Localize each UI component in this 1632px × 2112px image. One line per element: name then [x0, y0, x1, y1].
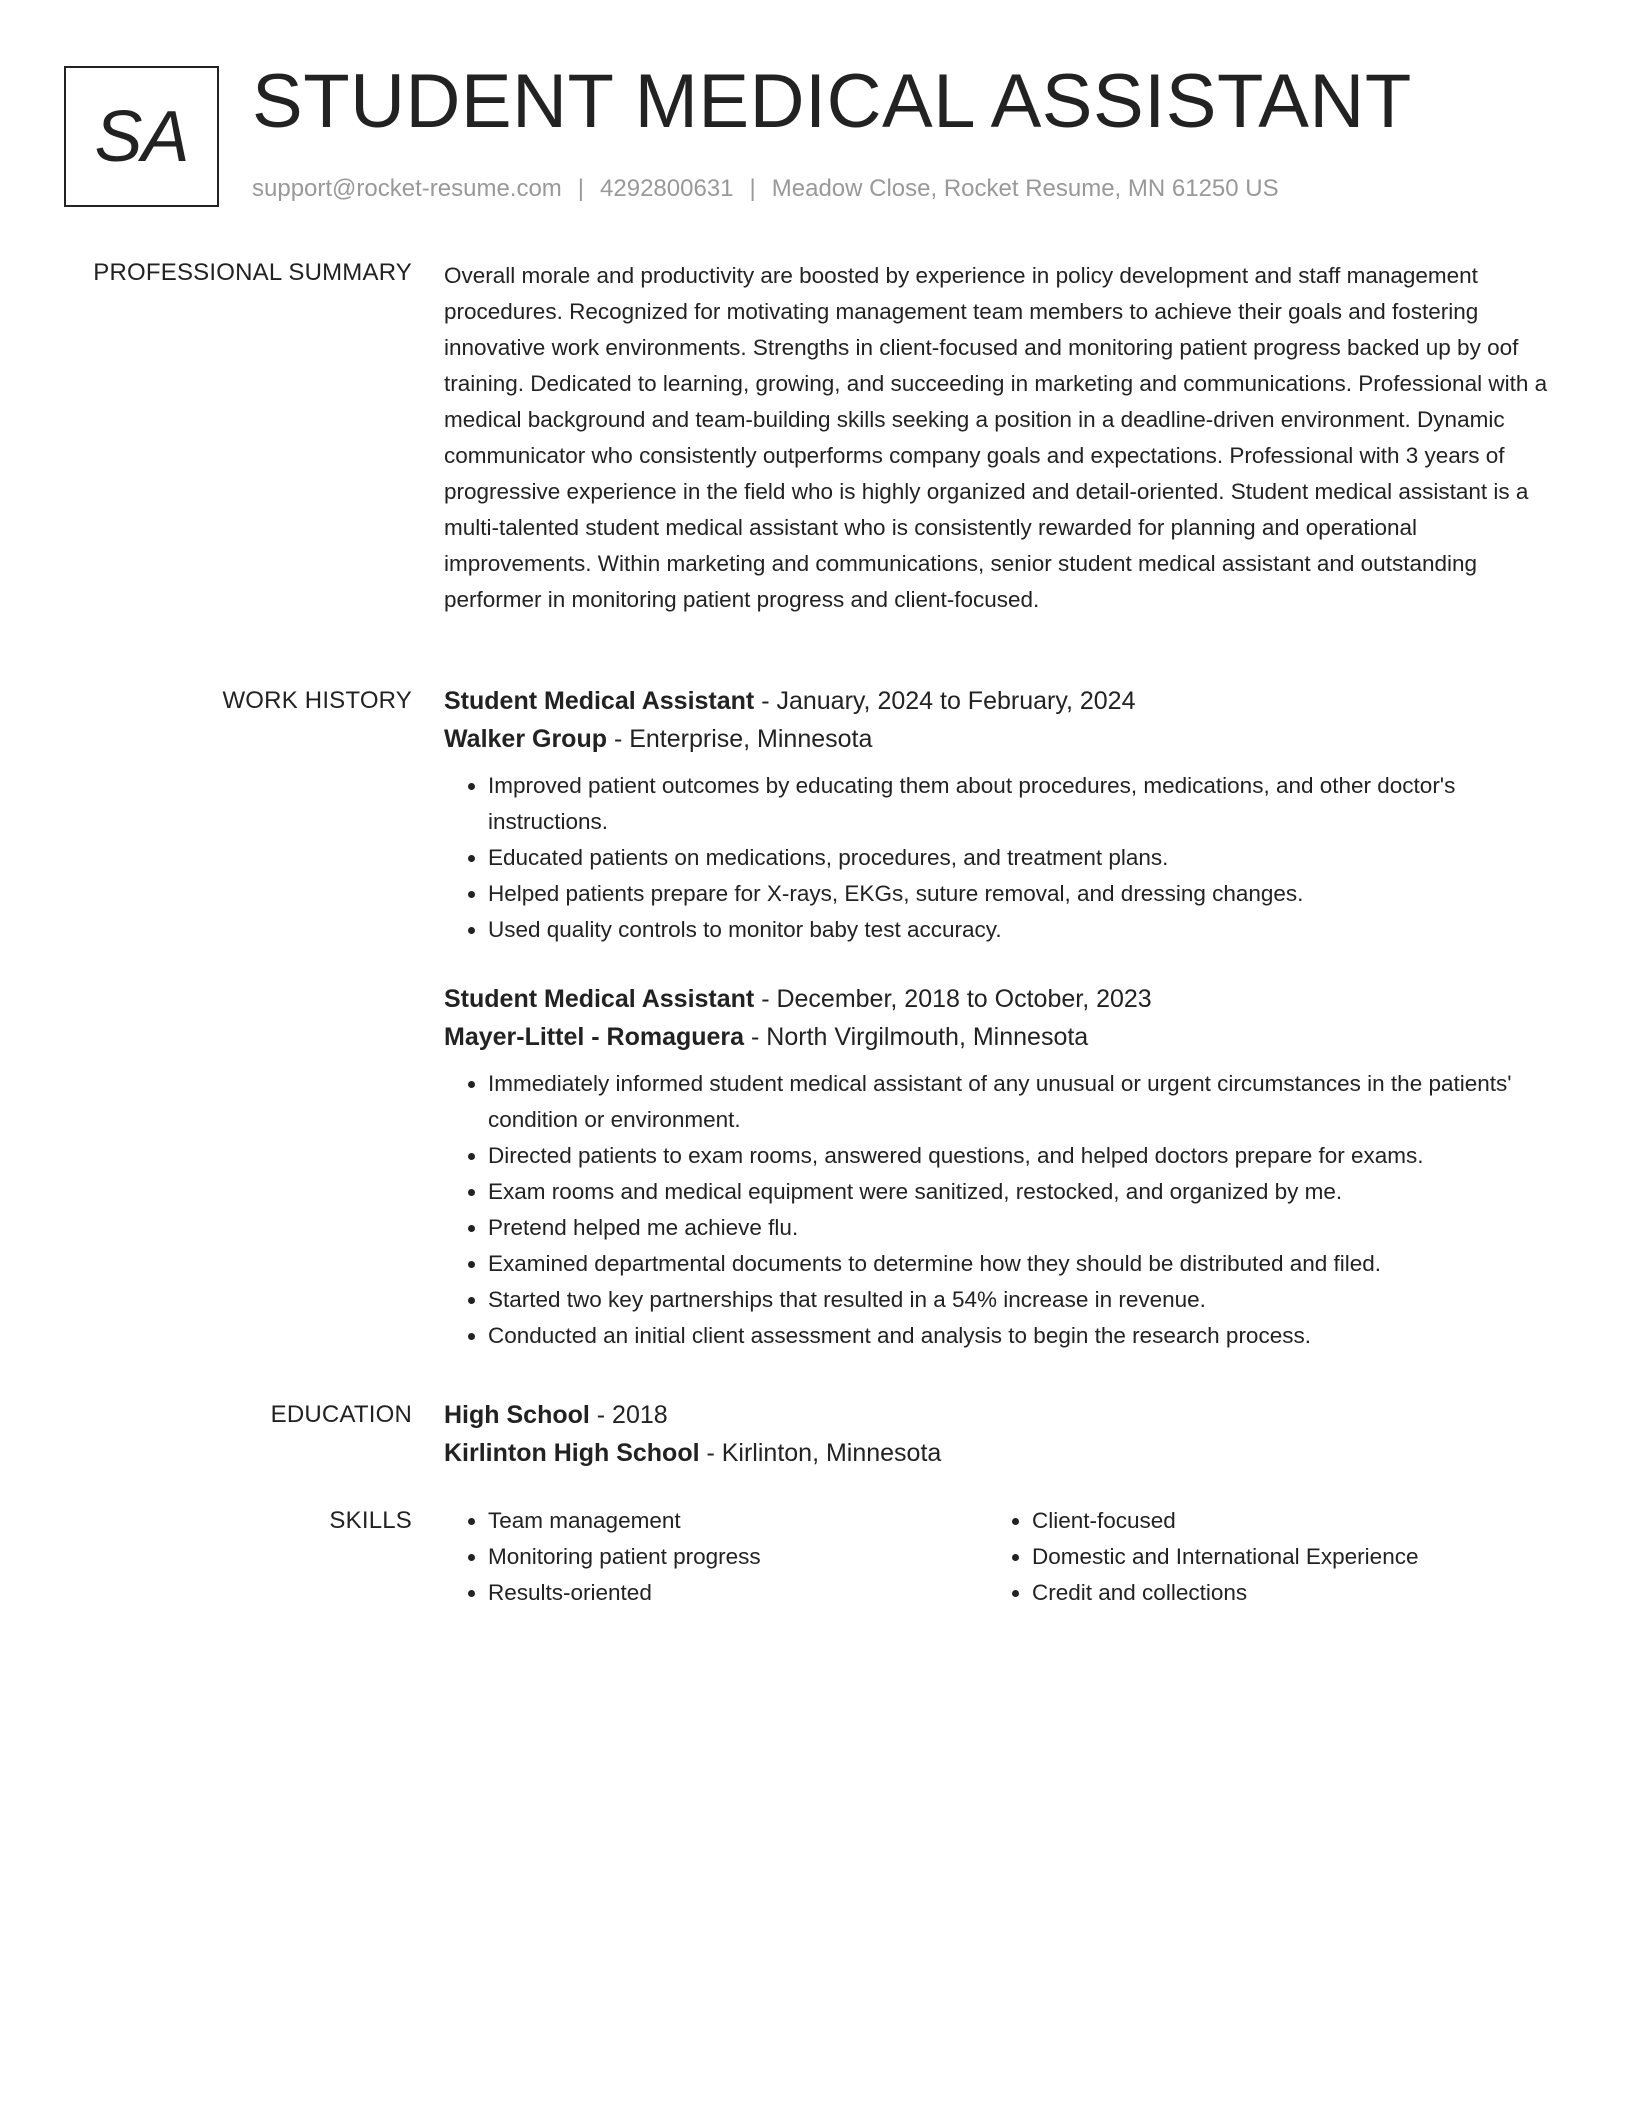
job-bullet: • Immediately informed student medical assistant of any unusual or urgent circumstances in the patients' condition or environment.: [488, 1066, 1568, 1138]
job-company: Walker Group: [444, 725, 607, 753]
contact-phone: 4292800631: [600, 175, 734, 202]
skill-item: • Results-oriented: [488, 1575, 988, 1611]
job-entry: [444, 682, 1568, 948]
job-company-line: [444, 1018, 1568, 1056]
candidate-name: STUDENT MEDICAL ASSISTANT: [252, 59, 1412, 144]
job-title-line: [444, 682, 1568, 720]
education-location: - Kirlinton, Minnesota: [699, 1439, 942, 1467]
contact-line: [252, 174, 1279, 204]
work-history-body: [444, 682, 1568, 1386]
resume-header: [64, 59, 1568, 214]
monogram-box: [64, 66, 219, 207]
job-bullet: • Started two key partnerships that resulted in a 54% increase in revenue.: [488, 1282, 1568, 1318]
skills-body: [444, 1503, 1568, 1611]
skills-title: SKILLS: [329, 1507, 412, 1534]
contact-address: Meadow Close, Rocket Resume, MN 61250 US: [771, 175, 1279, 202]
job-dates: - January, 2024 to February, 2024: [754, 687, 1136, 715]
education-degree-line: [444, 1396, 1568, 1434]
job-company: Mayer-Littel - Romaguera: [444, 1023, 745, 1051]
education-degree: High School: [444, 1401, 590, 1429]
job-company-line: [444, 720, 1568, 758]
job-bullets: [444, 1066, 1568, 1354]
summary-title: PROFESSIONAL SUMMARY: [93, 259, 412, 286]
skill-item: • Monitoring patient progress: [488, 1539, 988, 1575]
job-bullet: • Exam rooms and medical equipment were sanitized, restocked, and organized by me.: [488, 1174, 1568, 1210]
job-bullet: • Directed patients to exam rooms, answered questions, and helped doctors prepare for exams.: [488, 1138, 1568, 1174]
summary-body: [444, 258, 1568, 618]
skill-item: • Team management: [488, 1503, 988, 1539]
job-dates: - December, 2018 to October, 2023: [754, 985, 1152, 1013]
contact-email: support@rocket-resume.com: [252, 175, 562, 202]
job-bullet: • Helped patients prepare for X-rays, EKGs, suture removal, and dressing changes.: [488, 876, 1568, 912]
work-history-title: WORK HISTORY: [222, 687, 412, 714]
job-bullet: • Improved patient outcomes by educating them about procedures, medications, and other doctor's instructions.: [488, 768, 1568, 840]
skill-item: • Credit and collections: [1032, 1575, 1532, 1611]
skills-columns: [444, 1503, 1568, 1611]
skills-column-2: [988, 1503, 1532, 1611]
job-bullets: [444, 768, 1568, 948]
skills-column-1: [444, 1503, 988, 1611]
job-bullet: • Pretend helped me achieve flu.: [488, 1210, 1568, 1246]
contact-separator: |: [577, 175, 585, 202]
skill-item: • Client-focused: [1032, 1503, 1532, 1539]
education-school-line: [444, 1434, 1568, 1472]
job-title-line: [444, 980, 1568, 1018]
education-year: - 2018: [589, 1401, 668, 1429]
job-location: - Enterprise, Minnesota: [607, 725, 873, 753]
skill-item: • Domestic and International Experience: [1032, 1539, 1532, 1575]
education-body: [444, 1396, 1568, 1472]
job-entry: [444, 980, 1568, 1354]
contact-separator: |: [749, 175, 756, 202]
job-location: - North Virgilmouth, Minnesota: [744, 1023, 1089, 1051]
job-role: Student Medical Assistant: [444, 985, 755, 1013]
job-bullet: • Examined departmental documents to determine how they should be distributed and filed.: [488, 1246, 1568, 1282]
job-bullet: • Used quality controls to monitor baby test accuracy.: [488, 912, 1568, 948]
summary-text: Overall morale and productivity are boosted by experience in policy development and staff management procedures. Recognized for motivating management team members to achieve their goals and fostering innovative work environments. Strengths in client-focused and monitoring patient progress backed up by oof training. Dedicated to learning, growing, and succeeding in marketing and communications. Professional with a medical background and team-building skills seeking a position in a deadline-driven environment. Dynamic communicator who consistently outperforms company goals and expectations. Professional with 3 years of progressive experience in the field who is highly organized and detail-oriented. Student medical assistant is a multi-talented student medical assistant who is consistently rewarded for planning and operational improvements. Within marketing and communications, senior student medical assistant and outstanding performer in monitoring patient progress and client-focused.: [444, 263, 1548, 612]
education-school: Kirlinton High School: [444, 1439, 700, 1467]
job-role: Student Medical Assistant: [444, 687, 755, 715]
job-bullet: • Educated patients on medications, procedures, and treatment plans.: [488, 840, 1568, 876]
monogram-initials: SA: [94, 96, 189, 177]
job-bullet: • Conducted an initial client assessment and analysis to begin the research process.: [488, 1318, 1568, 1354]
education-title: EDUCATION: [270, 1401, 412, 1428]
